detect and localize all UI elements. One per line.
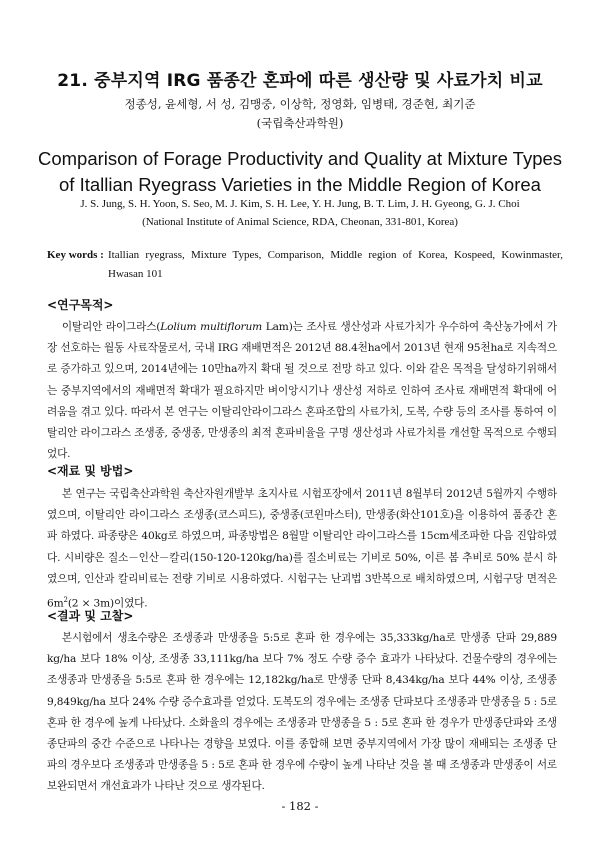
- korean-affiliation: (국립축산과학원): [256, 116, 344, 130]
- area-superscript: 2: [63, 596, 68, 605]
- korean-authors: 정종성, 윤세형, 서 성, 김맹중, 이상학, 정영화, 임병태, 경준현, 최기준: [124, 97, 476, 111]
- section-heading-methods: <재료 및 방법>: [47, 464, 134, 478]
- english-title: Comparison of Forage Productivity and Quality at Mixture Types of Itallian Ryegrass Varieties in the Middle Region of Korea: [37, 148, 563, 195]
- keywords-text: Itallian ryegrass, Mixture Types, Comparison, Middle region of Korea, Kospeed, Kowinmaster, Hwasan 101: [108, 249, 563, 280]
- purpose-text-start: 이탈리안 라이그라스(: [61, 321, 161, 333]
- section-body-results: 본시험에서 생초수량은 조생종과 만생종을 5:5로 혼파 한 경우에는 35,333kg/ha로 만생종 단파 29,889 kg/ha 보다 18% 이상, 조생종 33,111kg/ha 보다 7% 정도 수량 증수 효과가 나타났다. 건물수량의 경우에는 조생종과 만생종을 5:5로 혼파 한 경우에는 12,182kg/ha로 만생종 단파 8,434kg/ha 보다 44% 이상, 조생종 9,849kg/ha 보다 24% 수량 증수효과를 얻었다. 도복도의 경우에는 조생종 단파보다 조생종과 만생종을 5 : 5로 혼파 한 경우에 높게 나타났다. 소화율의 경우에는 조생종과 만생종을 5 : 5로 혼파 한 경우가 만생종단파와 조생종단파의 중간 수준으로 나타나는 경향을 보였다. 이를 종합해 보면 중부지역에서 가장 많이 재배되는 조생종 단파의 경우보다 조생종과 만생종을 5 : 5로 혼파 한 경우에 수량이 높게 나타난 것을 볼 때 조생종과 만생종이 서로 보완되면서 개선효과가 나타난 것으로 생각된다.: [47, 632, 557, 793]
- purpose-text-rest: Lam)는 조사료 생산성과 사료가치가 우수하여 축산농가에서 가장 선호하는 월동 사료작물로서, 국내 IRG 재배면적은 2012년 88.4천ha에서 2013년 현재 95천ha로 지속적으로 증가하고 있으며, 2014년에는 10만ha까지 확대 될 것으로 전망 하고 있다. 이와 같은 목적을 달성하기위해서는 중부지역에서의 재배면적 확대가 필요하지만 벼이앙시기나 생산성 저하로 인하여 조사료 재배면적 확대에 어려움을 겪고 있다. 따라서 본 연구는 이탈리안라이그라스 혼파조합의 사료가치, 도복, 수량 등의 조사를 통하여 이탈리안 라이그라스 조생종, 중생종, 만생종의 최적 혼파비율을 구명 생산성과 사료가치를 개선할 목적으로 수행되었다.: [47, 321, 557, 461]
- english-affiliation: (National Institute of Animal Science, RDA, Cheonan, 331-801, Korea): [142, 216, 458, 228]
- korean-title: 21. 중부지역 IRG 품종간 혼파에 따른 생산량 및 사료가치 비교: [57, 71, 543, 91]
- section-heading-results: <결과 및 고찰>: [47, 609, 134, 623]
- english-authors: J. S. Jung, S. H. Yoon, S. Seo, M. J. Kim, S. H. Lee, Y. H. Jung, B. T. Lim, J. H. Gyeong, G. J. Choi: [80, 198, 520, 210]
- methods-text: 본 연구는 국립축산과학원 축산자원개발부 초지사료 시험포장에서 2011년 8월부터 2012년 5월까지 수행하였으며, 이탈리안 라이그라스 조생종(코스피드), 중생종(코윈마스터), 만생종(화산101호)을 이용하여 품종간 혼파 하였다. 파종량은 40kg로 하였으며, 파종방법은 8월말 이탈리안 라이그라스를 15cm세조파한 다음 진압하였다. 시비량은 질소－인산－칼리(150-120-120kg/ha)를 질소비료는 기비로 50%, 이른 봄 추비로 50% 분시 하였으며, 인산과 칼리비료는 전량 기비로 시용하였다. 시험구는 난괴법 3반복으로 배치하였으며, 시험구당 면적은 6m: [47, 488, 557, 610]
- page-number: - 182 -: [281, 799, 319, 813]
- section-body-methods: [47, 484, 557, 615]
- section-heading-purpose: <연구목적>: [47, 298, 114, 312]
- section-body-purpose: [47, 317, 557, 465]
- keywords-label: Key words :: [47, 249, 104, 261]
- methods-text-end: (2 × 3m)이였다.: [67, 597, 148, 610]
- latin-species-name: Lolium multiflorum: [160, 321, 263, 333]
